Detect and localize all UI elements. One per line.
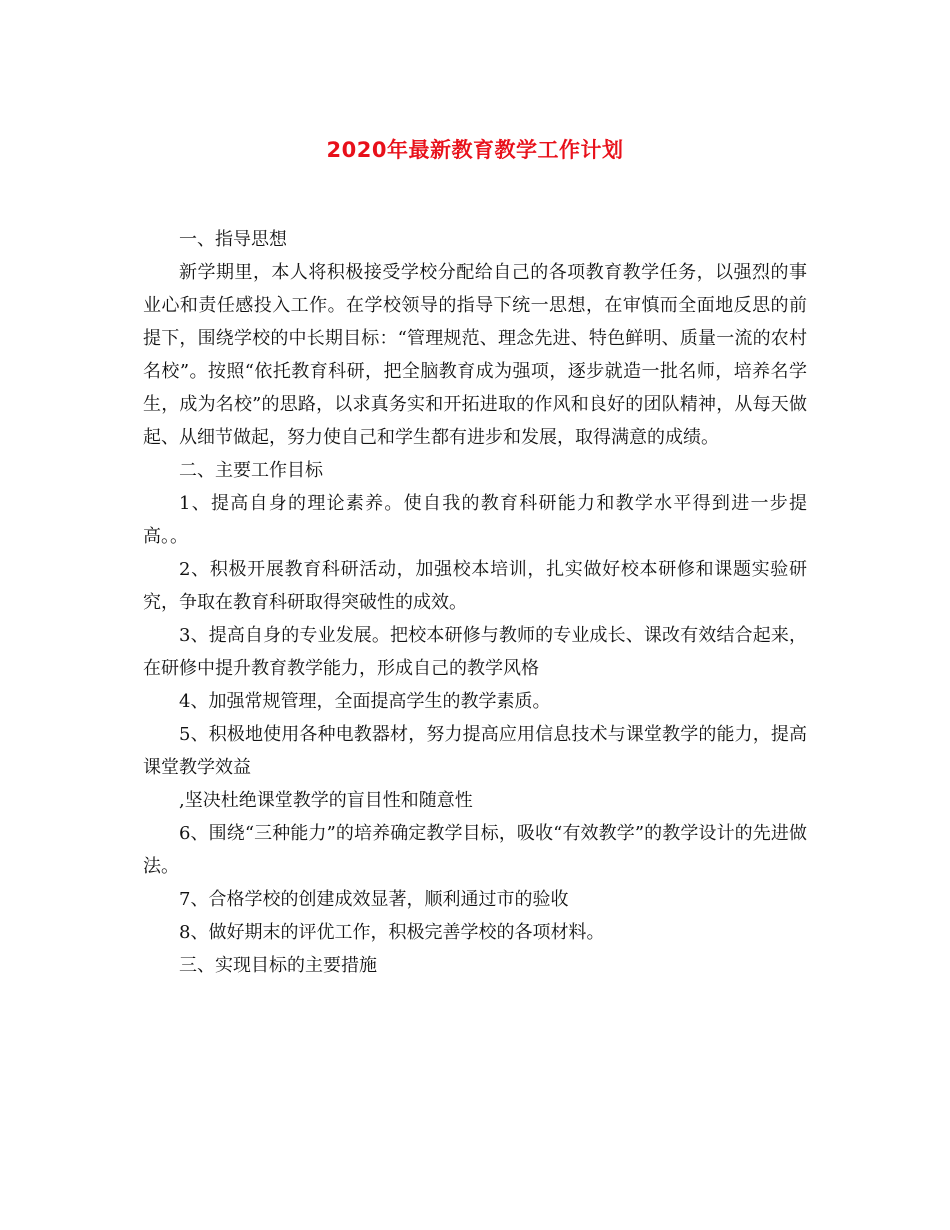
goal-item-8: 8、做好期末的评优工作，积极完善学校的各项材料。 — [179, 922, 605, 943]
section-heading-main-goals: 二、主要工作目标 — [179, 460, 323, 481]
document-body — [143, 223, 807, 982]
goal-item-6: 6、围绕“三种能力”的培养确定教学目标，吸收“有效教学”的教学设计的先进做法。 — [143, 823, 807, 877]
goal-item-1: 1、提高自身的理论素养。使自我的教育科研能力和教学水平得到进一步提高。。 — [143, 493, 807, 547]
document-title: 2020年最新教育教学工作计划 — [326, 138, 624, 162]
section-heading-measures: 三、实现目标的主要措施 — [179, 955, 377, 976]
goal-item-5: 5、积极地使用各种电教器材，努力提高应用信息技术与课堂教学的能力，提高课堂教学效益 — [143, 724, 807, 778]
goal-item-7: 7、合格学校的创建成效显著，顺利通过市的验收 — [179, 889, 569, 910]
paragraph-intro: 新学期里，本人将积极接受学校分配给自己的各项教育教学任务，以强烈的事业心和责任感投入工作。在学校领导的指导下统一思想，在审慎而全面地反思的前提下，围绕学校的中长期目标：“管理规范、理念先进、特色鲜明、质量一流的农村名校”。按照“依托教育科研，把全脑教育成为强项，逐步就造一批名师，培养名学生，成为名校”的思路，以求真务实和开拓进取的作风和良好的团队精神，从每天做起、从细节做起，努力使自己和学生都有进步和发展，取得满意的成绩。 — [143, 262, 807, 448]
section-heading-guiding-ideology: 一、指导思想 — [179, 229, 287, 250]
goal-item-5-continued: ,坚决杜绝课堂教学的盲目性和随意性 — [179, 790, 473, 811]
goal-item-2: 2、积极开展教育科研活动，加强校本培训，扎实做好校本研修和课题实验研究，争取在教育科研取得突破性的成效。 — [143, 559, 807, 613]
goal-item-3: 3、提高自身的专业发展。把校本研修与教师的专业成长、课改有效结合起来，在研修中提升教育教学能力，形成自己的教学风格 — [143, 625, 807, 679]
goal-item-4: 4、加强常规管理，全面提高学生的教学素质。 — [179, 691, 551, 712]
